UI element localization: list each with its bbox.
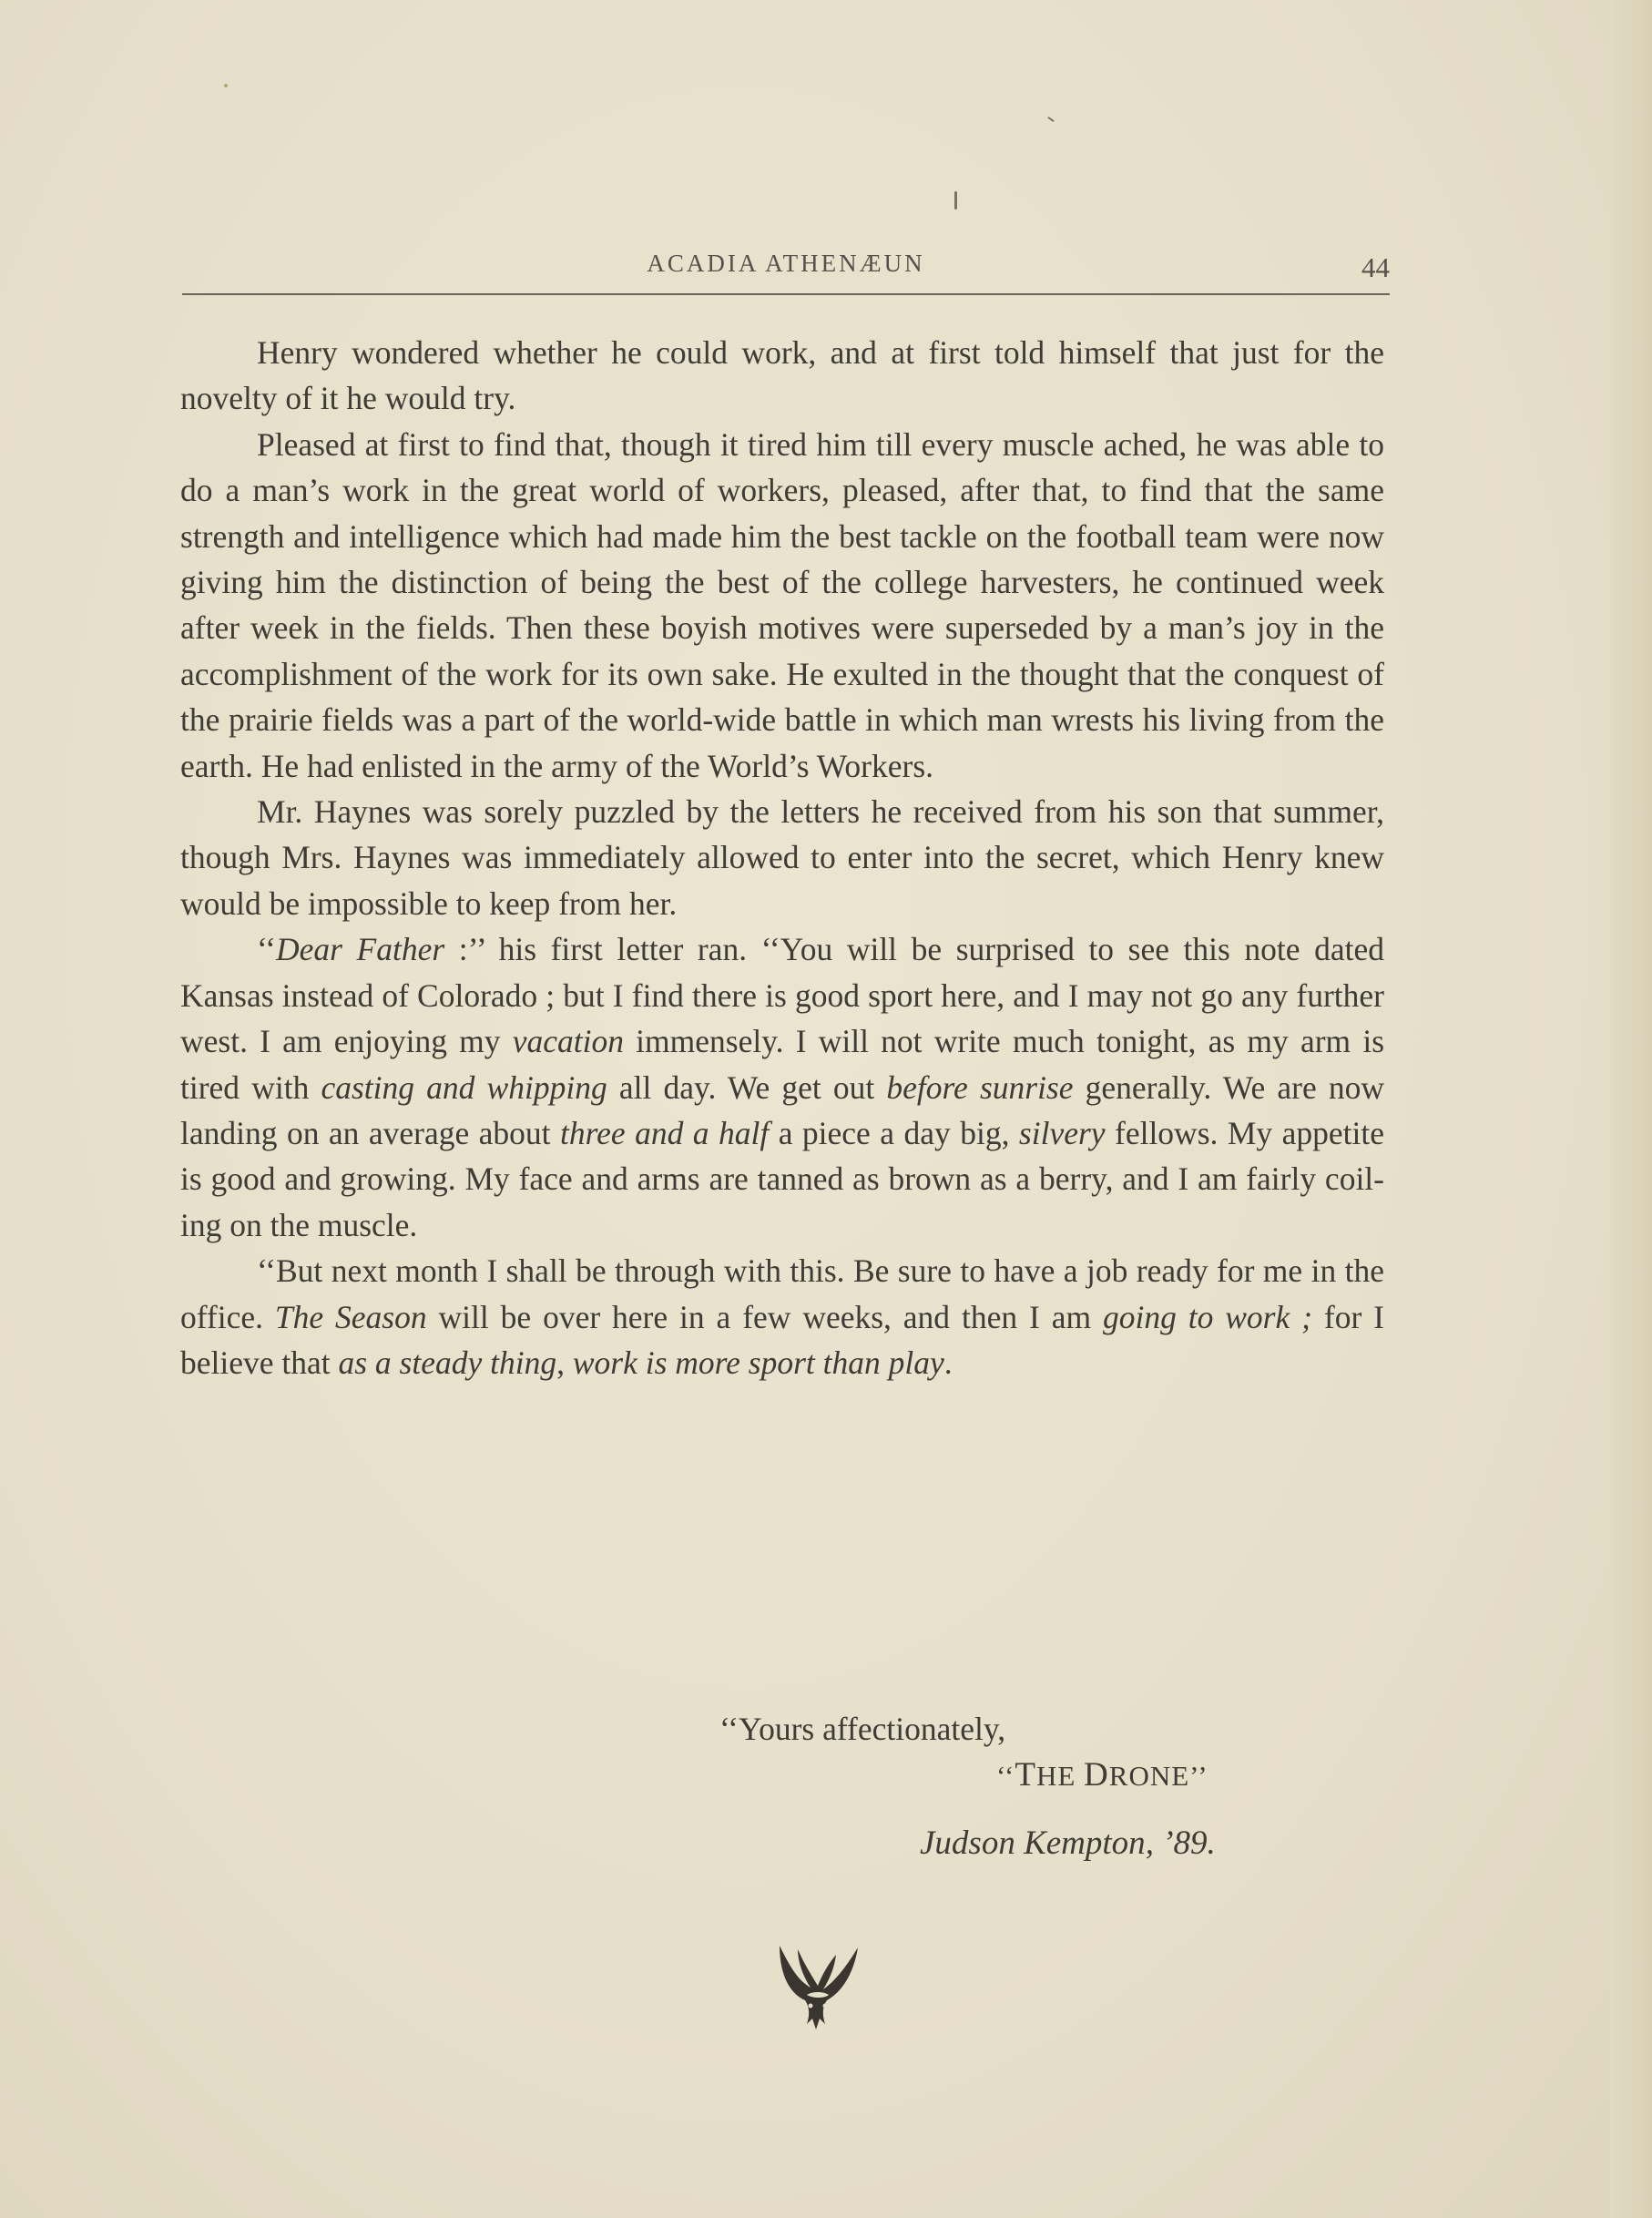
text-run: generally. We are now landing on an average about <box>180 1068 1384 1151</box>
italic-run: The Season <box>274 1298 427 1335</box>
page-edge <box>1610 0 1652 2218</box>
text-run: for I believe that <box>180 1298 1384 1381</box>
text-run: :’’ his first letter ran. ‘‘You will be surprised to see this note dated Kansas instead of Colorado ; but I find there is good sport here, and I may not go any further west. I am enjoying my <box>180 931 1384 1060</box>
text-run: a piece a day big, <box>769 1114 1019 1151</box>
text-run: fellows. My appetite is good and growing. My face and arms are tanned as brown as a berry, and I am fairly coil-ing on the muscle. <box>180 1114 1384 1243</box>
italic-run: work is more sport than play <box>572 1344 944 1381</box>
text-run: ‘‘ <box>257 931 277 968</box>
running-head: ACADIA ATHENÆUN <box>647 250 925 277</box>
text-run: will be over here in a few weeks, and then I am <box>426 1298 1103 1335</box>
text-run: ‘‘But next month I shall be through with this. Be sure to have a job ready for me in the office. <box>180 1252 1384 1335</box>
italic-run: vacation <box>512 1023 624 1060</box>
italic-run: Dear Father <box>276 931 445 968</box>
letter-closing: ‘‘Yours affectionately, <box>719 1711 1006 1747</box>
header-rule <box>182 293 1390 295</box>
paragraph: Pleased at first to find that, though it tired him till every muscle ached, he was able to do a man’s work in the great world of workers, pleased, after that, to find that the same strength and intelligence which had made him the best tackle on the football team were now giving him the distinction of being the best of the college harvesters, he continued week after week in the fields. Then these boyish motives were superseded by a man’s joy in the accomplishment of the work for its own sake. He exulted in the thought that the conquest of the prairie fields was a part of the world-wide battle in which man wrests his living from the earth. He had enlisted in the army of the World’s Workers. <box>180 425 1384 784</box>
italic-run: before sunrise <box>886 1068 1074 1106</box>
italic-run: silvery <box>1018 1114 1106 1151</box>
ink-speck <box>224 84 228 87</box>
small-cap-text: RONE <box>1108 1760 1190 1792</box>
page-header <box>182 244 1390 295</box>
text-run: . <box>943 1344 953 1381</box>
paragraph: Mr. Haynes was sorely puzzled by the letters he received from his son that summer, though Mrs. Haynes was immediately allowed to enter into the secret, which Henry knew would be impossible to keep from her. <box>180 793 1384 922</box>
quote-close: ’’ <box>1189 1760 1208 1792</box>
italic-run: casting and whipping <box>321 1068 607 1106</box>
small-cap-text: HE <box>1035 1760 1085 1792</box>
italic-run: as a steady thing <box>338 1344 557 1381</box>
quote-open: ‘‘ <box>996 1760 1015 1792</box>
italic-run: three and a half <box>560 1114 770 1151</box>
text-run: all day. We get out <box>607 1068 887 1106</box>
author-signature <box>920 1824 1216 1863</box>
small-cap-initial: T <box>1015 1756 1036 1794</box>
page-number: 44 <box>1361 251 1390 283</box>
text-run: , <box>556 1344 573 1381</box>
article-body <box>180 330 1384 1385</box>
paragraph: Henry wondered whether he could work, and at first told himself that just for the novelty of it he would try. <box>180 334 1384 417</box>
ink-speck <box>954 191 957 210</box>
author-name: Judson Kempton <box>920 1824 1146 1862</box>
letter-paragraph <box>180 926 1384 1248</box>
swallow-ornament-icon <box>770 1940 865 2040</box>
italic-run: going to work ; <box>1102 1298 1312 1335</box>
small-cap-initial: D <box>1084 1756 1109 1794</box>
author-year: , ’89. <box>1145 1824 1216 1862</box>
letter-paragraph <box>180 1248 1384 1385</box>
letter-signoff <box>996 1755 1208 1794</box>
text-run: immensely. I will not write much tonight, as my arm is tired with <box>180 1023 1385 1106</box>
